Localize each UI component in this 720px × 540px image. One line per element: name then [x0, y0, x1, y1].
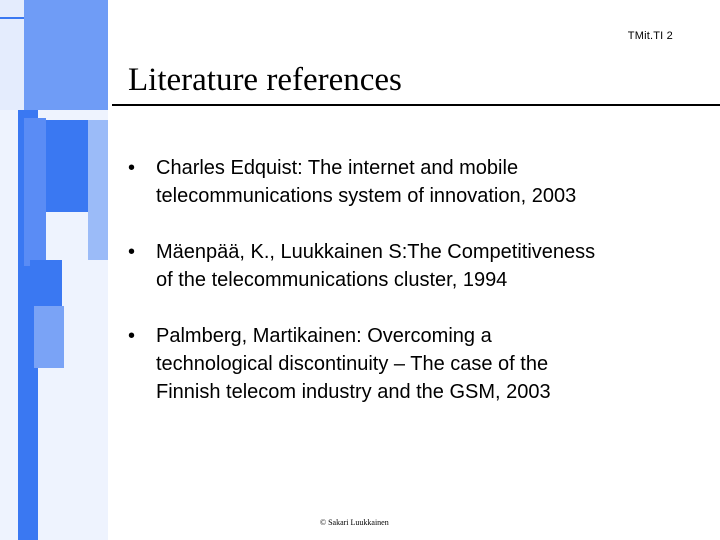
footer-copyright: © Sakari Luukkainen	[320, 518, 389, 527]
decor-top-mark	[0, 17, 24, 19]
bullet-icon: •	[128, 325, 136, 347]
decor-block-5	[34, 306, 64, 368]
reference-line: technological discontinuity – The case of the	[156, 353, 549, 375]
reference-line: Palmberg, Martikainen: Overcoming a	[156, 325, 492, 347]
reference-item	[128, 238, 708, 294]
reference-list	[128, 154, 708, 434]
bullet-icon: •	[128, 157, 136, 179]
reference-item	[128, 322, 708, 406]
decor-bar-wide	[24, 0, 108, 110]
title-divider	[112, 104, 720, 106]
reference-line: Mäenpää, K., Luukkainen S:The Competitiveness	[156, 241, 596, 263]
slide-title: Literature references	[128, 62, 402, 98]
decor-block-4	[30, 260, 62, 306]
reference-line: telecommunications system of innovation, 2003	[156, 185, 577, 207]
decor-block-3	[88, 120, 108, 260]
reference-line: Finnish telecom industry and the GSM, 2003	[156, 381, 551, 403]
reference-line: of the telecommunications cluster, 1994	[156, 269, 508, 291]
decor-block-1	[46, 120, 88, 212]
decor-block-2	[24, 118, 46, 266]
slide-header-id: TMit.TI 2	[627, 30, 673, 42]
reference-item	[128, 154, 708, 210]
reference-line: Charles Edquist: The internet and mobile	[156, 157, 519, 179]
bullet-icon: •	[128, 241, 136, 263]
